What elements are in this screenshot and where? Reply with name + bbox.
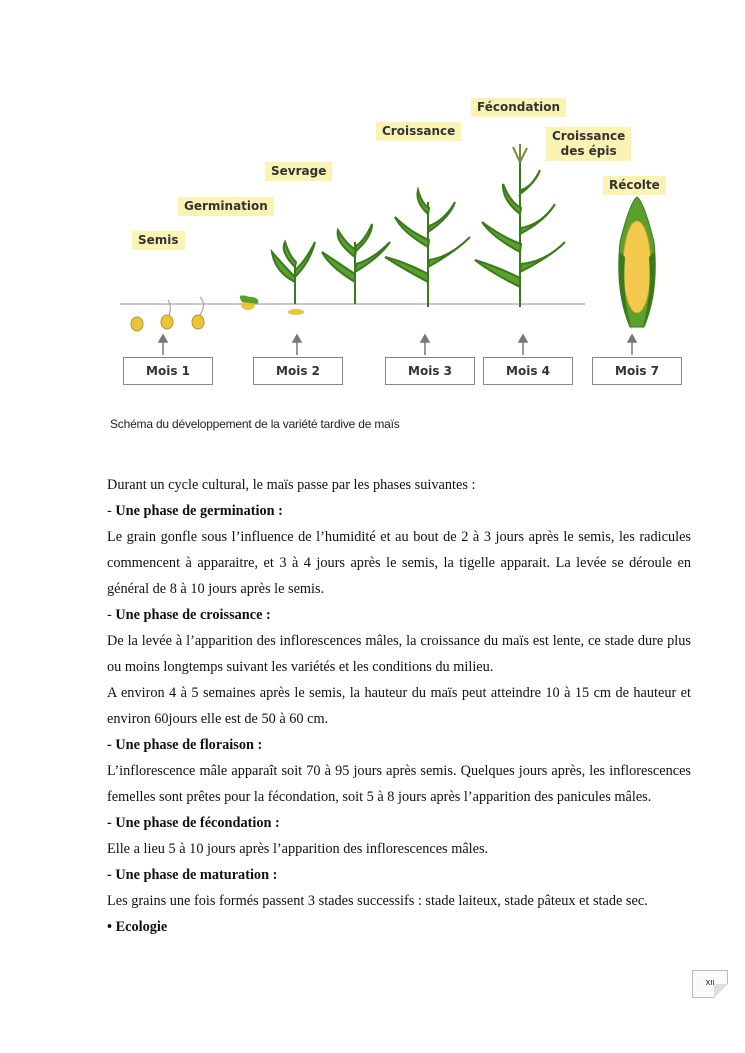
paragraph — [107, 628, 691, 680]
paragraph — [107, 862, 691, 888]
month-box-3: Mois 3 — [385, 357, 475, 385]
paragraph-text: L’inflorescence mâle apparaît soit 70 à 95 jours après semis. Quelques jours après, les inflorescences femelles sont prêtes pour la fécondation, soit 5 à 8 jours après l’apparition des panicules mâles. — [107, 763, 691, 805]
seed-icon — [131, 297, 204, 331]
stage-label-croissance-epis: Croissance des épis — [546, 127, 631, 161]
paragraph-text: De la levée à l’apparition des inflorescences mâles, la croissance du maïs est lente, ce stade dure plus ou moins longtemps suivant les variétés et les conditions du milieu. — [107, 633, 691, 675]
paragraph — [107, 758, 691, 810]
paragraph — [107, 498, 691, 524]
paragraph-text: Les grains une fois formés passent 3 stades successifs : stade laiteux, stade pâteux et stade sec. — [107, 893, 648, 909]
flowering-plant-icon — [475, 144, 565, 307]
section-heading: - Une phase de fécondation : — [107, 815, 280, 831]
growing-plant-icon — [322, 224, 390, 304]
stage-label-fecondation: Fécondation — [471, 98, 566, 117]
paragraph — [107, 914, 691, 940]
month-box-2: Mois 2 — [253, 357, 343, 385]
paragraph — [107, 732, 691, 758]
section-heading: Une phase de germination : — [115, 503, 283, 519]
figure-caption: Schéma du développement de la variété tardive de maïs — [110, 417, 400, 431]
body-text — [107, 472, 691, 940]
paragraph — [107, 602, 691, 628]
month-box-7: Mois 7 — [592, 357, 682, 385]
maize-development-diagram — [110, 92, 700, 392]
paragraph-text: Le grain gonfle sous l’influence de l’humidité et au bout de 2 à 3 jours après le semis, les radicules commencent à apparaitre, et 3 à 4 jours après le semis, la tigelle apparait. La levée se déroule en général de 8 à 10 jours après le semis. — [107, 529, 691, 597]
corn-cob-icon — [619, 197, 656, 330]
paragraph — [107, 836, 691, 862]
stage-label-semis: Semis — [132, 231, 185, 250]
paragraph — [107, 810, 691, 836]
section-heading: Une phase de croissance : — [115, 607, 271, 623]
tall-plant-icon — [385, 190, 470, 307]
paragraph — [107, 472, 691, 498]
paragraph-text: Elle a lieu 5 à 10 jours après l’apparition des inflorescences mâles. — [107, 841, 489, 857]
paragraph-prefix: - — [107, 607, 116, 623]
stage-label-germination: Germination — [178, 197, 274, 216]
stage-label-croissance: Croissance — [376, 122, 461, 141]
month-box-4: Mois 4 — [483, 357, 573, 385]
paragraph — [107, 888, 691, 914]
stage-label-recolte: Récolte — [603, 176, 666, 195]
page-number: XII — [692, 970, 728, 998]
paragraph — [107, 680, 691, 732]
section-heading: • Ecologie — [107, 919, 168, 935]
arrow-icon — [159, 335, 636, 355]
paragraph — [107, 524, 691, 602]
seedling-icon — [240, 295, 259, 310]
month-box-1: Mois 1 — [123, 357, 213, 385]
stage-label-sevrage: Sevrage — [265, 162, 332, 181]
paragraph-text: Durant un cycle cultural, le maïs passe par les phases suivantes : — [107, 477, 476, 493]
paragraph-text: A environ 4 à 5 semaines après le semis, la hauteur du maïs peut atteindre 10 à 15 cm de hauteur et environ 60jours elle est de 50 à 60 cm. — [107, 685, 691, 727]
section-heading: - Une phase de floraison : — [107, 737, 263, 753]
section-heading: - Une phase de maturation : — [107, 867, 278, 883]
paragraph-prefix: - — [107, 503, 116, 519]
